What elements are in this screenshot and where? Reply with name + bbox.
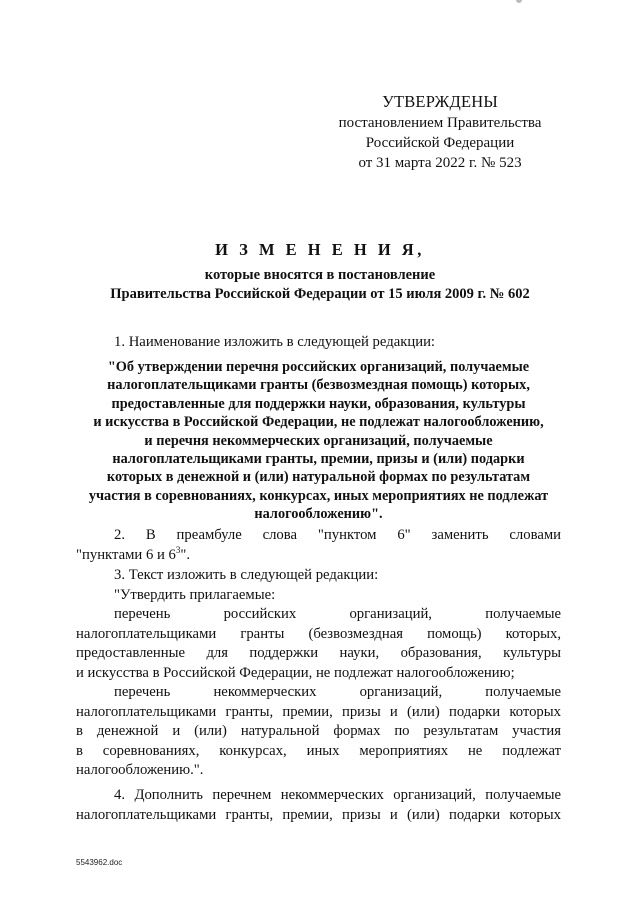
quote-line: участия в соревнованиях, конкурсах, иных мероприятиях не подлежат bbox=[88, 487, 549, 504]
subtitle-line-2: Правительства Российской Федерации от 15 июля 2009 г. № 602 bbox=[110, 286, 530, 302]
subtitle-line-1: которые вносятся в постановление bbox=[204, 267, 436, 283]
quote-line: налогообложению". bbox=[254, 506, 383, 523]
quote-line: которых в денежной и (или) натуральной формах по результатам bbox=[106, 469, 531, 486]
quote-line: налогоплательщиками гранты (безвозмездная помощь) которых, bbox=[107, 377, 530, 394]
item-3-para-2-line: налогоплательщиками гранты, премии, призы и (или) подарки которых bbox=[76, 703, 561, 720]
item-1-text: 1. Наименование изложить в следующей редакции: bbox=[114, 334, 436, 350]
item-2 bbox=[76, 526, 561, 565]
approval-line-1: постановлением Правительства bbox=[338, 115, 542, 131]
item-3-para-1-line: перечень российских организаций, получаемые bbox=[114, 606, 561, 622]
item-3-para-2-line: перечень некоммерческих организаций, получаемые bbox=[114, 684, 561, 700]
quote-line: "Об утверждении перечня российских организаций, получаемые bbox=[107, 359, 530, 375]
item-3-para-1-line: предоставленные для поддержки науки, образования, культуры bbox=[76, 645, 561, 661]
item-4 bbox=[76, 786, 561, 825]
item-3-para-2-line: в соревнованиях, конкурсах, иных мероприятиях не подлежат bbox=[76, 742, 561, 759]
item-3-para-1-line: и искусства в Российской Федерации, не подлежат налогообложению; bbox=[76, 664, 515, 681]
document-subtitle bbox=[60, 266, 580, 304]
approval-heading: УТВЕРЖДЕНЫ bbox=[382, 92, 498, 111]
item-3-para-1-line: налогоплательщиками гранты (безвозмездная помощь) которых, bbox=[76, 625, 561, 642]
item-2-line-1: 2. В преамбуле слова "пунктом 6" заменить словами bbox=[114, 527, 561, 543]
item-2-superscript: 3 bbox=[175, 544, 181, 555]
quote-line: и искусства в Российской Федерации, не подлежат налогообложению, bbox=[93, 414, 544, 431]
item-3-para-2-line: в денежной и (или) натуральной формах по результатам участия bbox=[76, 723, 561, 739]
approval-line-3: от 31 марта 2022 г. № 523 bbox=[358, 155, 522, 171]
document-id: 5543962.doc bbox=[76, 858, 123, 867]
item-4-line: налогоплательщиками гранты, премии, призы и (или) подарки которых bbox=[76, 806, 561, 823]
item-1-quote bbox=[76, 358, 561, 524]
item-2-line-2-end: ". bbox=[180, 546, 191, 563]
item-3-para-2-line: налогообложению.". bbox=[76, 762, 204, 778]
approval-line-2: Российской Федерации bbox=[365, 135, 515, 151]
scan-artifact bbox=[516, 0, 522, 3]
item-2-line-2-text: "пунктами 6 и 6 bbox=[76, 546, 176, 563]
item-3-line-1: 3. Текст изложить в следующей редакции: bbox=[114, 567, 379, 583]
approval-block bbox=[330, 92, 550, 173]
quote-line: предоставленные для поддержки науки, образования, культуры bbox=[111, 395, 526, 412]
item-4-line: 4. Дополнить перечнем некоммерческих организаций, получаемые bbox=[114, 787, 561, 803]
quote-line: налогоплательщиками гранты, премии, призы и (или) подарки bbox=[112, 451, 525, 468]
document-title: И З М Е Н Е Н И Я, bbox=[215, 240, 425, 259]
item-3 bbox=[76, 566, 561, 781]
quote-line: и перечня некоммерческих организаций, получаемые bbox=[144, 432, 493, 449]
item-3-line-2: "Утвердить прилагаемые: bbox=[114, 586, 276, 603]
item-1 bbox=[76, 333, 561, 353]
item-2-line-2 bbox=[76, 546, 561, 566]
